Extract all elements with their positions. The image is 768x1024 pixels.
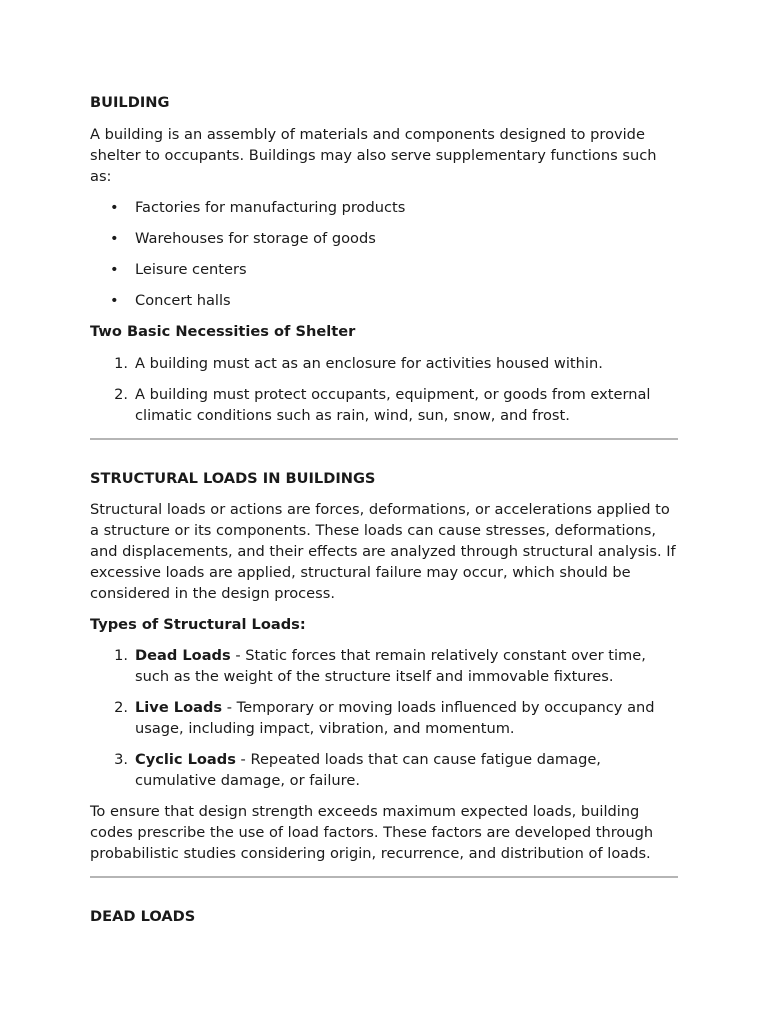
list-item-text: Factories for manufacturing products [135,199,406,216]
list-number: 1. [114,647,128,664]
dead-loads-heading: DEAD LOADS [90,908,196,925]
section-divider [90,876,678,878]
load-type-description: - Static forces that remain relatively constant over time, such as the weight of the structure itself and immovable fixtures. [135,647,646,685]
list-item-text: A building must protect occupants, equipment, or goods from external climatic conditions such as rain, wind, sun, snow, and frost. [135,386,651,424]
list-item-text: A building must act as an enclosure for activities housed within. [135,355,603,372]
list-item-text: Leisure centers [135,261,247,278]
necessities-heading: Two Basic Necessities of Shelter [90,323,356,340]
list-item [90,228,678,249]
list-item [90,645,678,687]
building-heading: BUILDING [90,94,170,111]
section-divider [90,438,678,440]
load-type-term: Dead Loads [135,647,231,664]
list-item-text: Warehouses for storage of goods [135,230,376,247]
building-intro: A building is an assembly of materials and components designed to provide shelter to occupants. Buildings may also serve supplementary functions such as: [90,126,657,185]
list-item [90,353,678,374]
building-functions-list [90,197,678,311]
load-type-term: Cyclic Loads [135,751,236,768]
load-types-heading: Types of Structural Loads: [90,616,306,633]
load-type-description: - Temporary or moving loads influenced by occupancy and usage, including impact, vibration, and momentum. [135,699,655,737]
list-number: 2. [114,386,128,403]
load-type-description: - Repeated loads that can cause fatigue damage, cumulative damage, or failure. [135,751,601,789]
list-item [90,259,678,280]
list-item [90,384,678,426]
structural-loads-intro: Structural loads or actions are forces, deformations, or accelerations applied to a structure or its components. These loads can cause stresses, deformations, and displacements, and their effects are analyzed through structural analysis. If excessive loads are applied, structural failure may occur, which should be considered in the design process. [90,501,676,602]
list-item [90,290,678,311]
list-item-text: Concert halls [135,292,231,309]
necessities-list [90,353,678,426]
document-page [90,92,678,927]
list-number: 2. [114,699,128,716]
load-factors-paragraph: To ensure that design strength exceeds maximum expected loads, building codes prescribe the use of load factors. These factors are developed through probabilistic studies considering origin, recurrence, and distribution of loads. [90,803,654,862]
load-types-list [90,645,678,791]
list-item [90,697,678,739]
list-item [90,749,678,791]
list-number: 3. [114,751,128,768]
list-number: 1. [114,355,128,372]
structural-loads-heading: STRUCTURAL LOADS IN BUILDINGS [90,470,376,487]
load-type-term: Live Loads [135,699,223,716]
list-item [90,197,678,218]
